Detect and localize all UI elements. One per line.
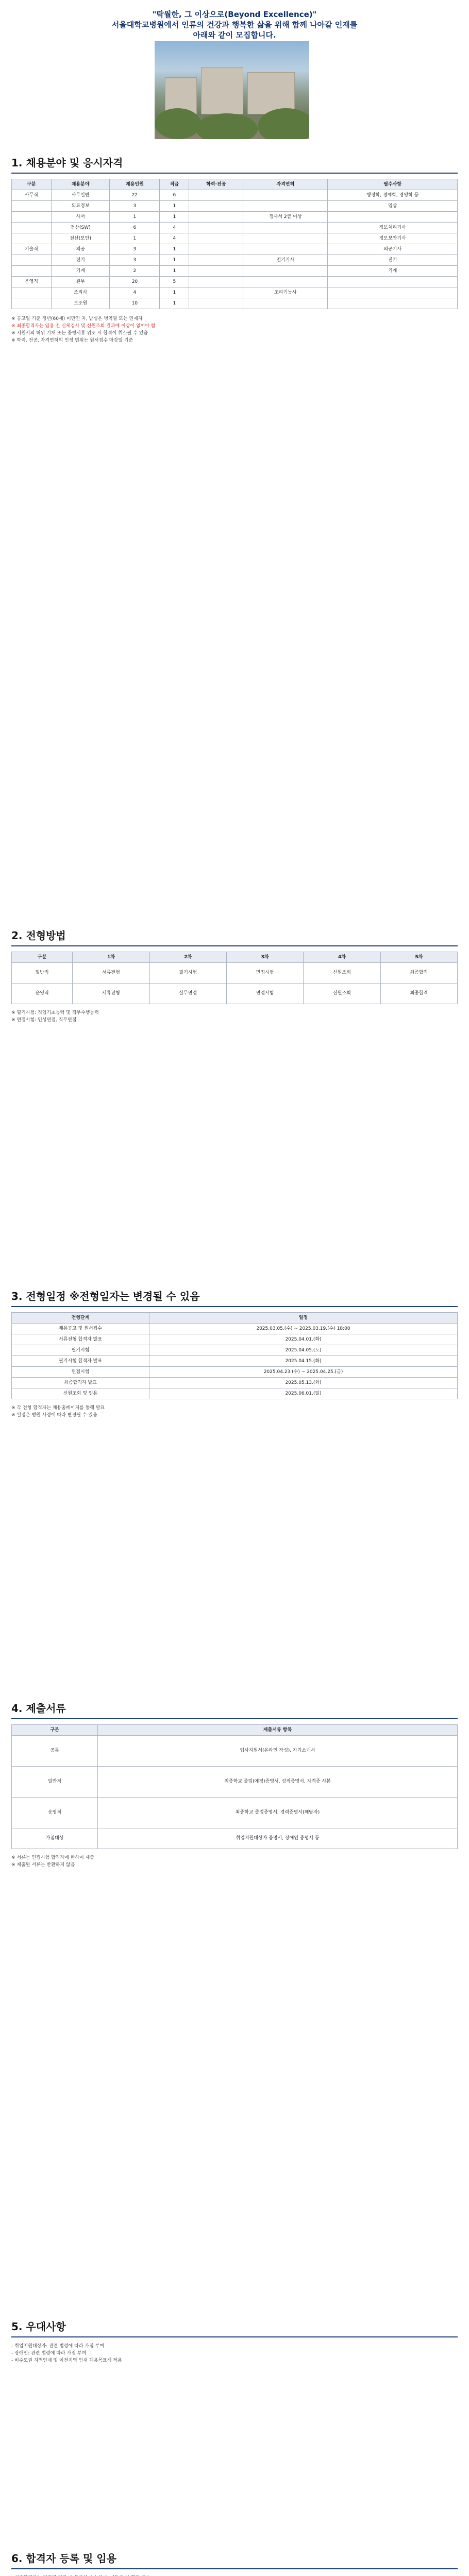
col-header: 채용인원: [110, 179, 160, 190]
table-row: 사무직 사무일반 22 6 행정학, 경제학, 경영학 등: [12, 190, 458, 201]
schedule-table: 전형단계 일정 채용공고 및 원서접수 2025.03.05.(수) ~ 2025.03.19.(수) 18:00 서류전형 합격자 발표 2025.04.01.(화) 필기시험 2025.04.05.(토) 필기시험 합격자 발표 2025.04.15.(화) 면접시험 2025.04.23.(수) ~ 2025.04.25.(금) 최종합격자 발표 2025.05.13.(화) 신원조회 및 임용 2025.06.01.(일): [11, 1312, 458, 1399]
section-title: 6. 합격자 등록 및 임용: [11, 2550, 458, 2569]
col-header: 채용분야: [51, 179, 109, 190]
section-schedule: 3. 전형일정 ※전형일자는 변경될 수 있음 전형단계 일정 채용공고 및 원서접수 2025.03.05.(수) ~ 2025.03.19.(수) 18:00 서류전형 합격자 발표 2025.04.01.(화) 필기시험 2025.04.05.(토) 필기시험 합격자 발표 2025.04.15.(화) 면접시험 2025.04.23.(수) ~ 2025.04.25.(금) 최종합격자 발표 2025.05.13.(화) 신원조회 및 임용 2025.06.01.(일) ※ 각 전형 합격자는 채용홈페이지를 통해 발표 ※ 일정은 병원 사정에 따라 변경될 수 있음: [11, 1288, 458, 1419]
table-row: 의료정보 3 1 임상: [12, 201, 458, 212]
table-row: 최종합격자 발표 2025.05.13.(화): [12, 1378, 458, 1388]
section-documents: 4. 제출서류 구분 제출서류 항목 공통 입사지원서(온라인 작성), 자기소개서 일반직 최종학교 졸업(예정)증명서, 성적증명서, 자격증 사본 운영직 최종학교 졸업증명서, 경력증명서(해당자) 가점대상 취업지원대상자 증명서, 장애인 증명서 등 ※ 서류는 면접시험 합격자에 한하여 제출 ※ 제출된 서류는 반환하지 않음: [11, 1700, 458, 1869]
table-row: 일반직 서류전형 필기시험 면접시험 신원조회 최종합격: [12, 963, 458, 984]
section-title: 1. 채용분야 및 응시자격: [11, 155, 458, 174]
section-positions: [11, 155, 458, 344]
table-row: 공통 입사지원서(온라인 작성), 자기소개서: [12, 1736, 458, 1767]
table-row: 운영직 최종학교 졸업증명서, 경력증명서(해당자): [12, 1798, 458, 1828]
table-row: 면접시험 2025.04.23.(수) ~ 2025.04.25.(금): [12, 1367, 458, 1378]
section-process: 2. 전형방법 구분 1차 2차 3차 4차 5차 일반직 서류전형 필기시험 면접시험 신원조회 최종합격 운영직 서류전형 실무면접 면접시험 신원조회 최종합격 ※ 필기시험: 직업기초능력 및 직무수행능력 ※ 면접시험: 인성면접, 직무면접: [11, 927, 458, 1024]
col-header: 필수사항: [328, 179, 458, 190]
notes: ※ 공고일 기준 정년(60세) 미만인 자, 남성은 병역필 또는 면제자 ※ 최종합격자는 임용 전 신체검사 및 신원조회 결과에 이상이 없어야 함 ※ 지원서의 허위 기재 또는 증빙서류 위조 시 합격이 취소될 수 있음 ※ 학력, 전공, 자격면허의 인정 범위는 원서접수 마감일 기준: [11, 316, 156, 343]
table-row: 필기시험 합격자 발표 2025.04.15.(화): [12, 1356, 458, 1367]
col-header: 자격면허: [243, 179, 328, 190]
table-row: 신원조회 및 임용 2025.06.01.(일): [12, 1388, 458, 1399]
section-title: 2. 전형방법: [11, 927, 458, 946]
intro-line-2: 서울대학교병원에서 인류의 건강과 행복한 삶을 위해 함께 나아갈 인재를: [111, 20, 358, 29]
table-row: 전기 3 1 전기기사 전기: [12, 255, 458, 266]
table-row: 운영직 서류전형 실무면접 면접시험 신원조회 최종합격: [12, 984, 458, 1004]
col-header: 구분: [12, 179, 52, 190]
section-preferences: 5. 우대사항 - 취업지원대상자: 관련 법령에 따라 가점 부여 - 장애인: 관련 법령에 따라 가점 부여 - 비수도권 지역인재 및 이전지역 인재 채용목표제 적용: [11, 2318, 458, 2364]
table-row: 사서 1 1 정사서 2급 이상: [12, 212, 458, 223]
col-header: 학력·전공: [189, 179, 243, 190]
section-title: 4. 제출서류: [11, 1700, 458, 1719]
col-header: 직급: [160, 179, 189, 190]
table-row: 기계 2 1 기계: [12, 266, 458, 277]
documents-table: 구분 제출서류 항목 공통 입사지원서(온라인 작성), 자기소개서 일반직 최종학교 졸업(예정)증명서, 성적증명서, 자격증 사본 운영직 최종학교 졸업증명서, 경력증명서(해당자) 가점대상 취업지원대상자 증명서, 장애인 증명서 등: [11, 1724, 458, 1849]
intro-line-3: 아래와 같이 모집합니다.: [193, 30, 276, 40]
campus-photo: [155, 41, 309, 139]
table-row: 채용공고 및 원서접수 2025.03.05.(수) ~ 2025.03.19.(수) 18:00: [12, 1324, 458, 1334]
table-row: 전산(SW) 6 4 정보처리기사: [12, 223, 458, 233]
section-registration: [11, 2550, 458, 2576]
table-row: 일반직 최종학교 졸업(예정)증명서, 성적증명서, 자격증 사본: [12, 1767, 458, 1798]
table-row: 필기시험 2025.04.05.(토): [12, 1345, 458, 1356]
slogan: "탁월한, 그 이상으로(Beyond Excellence)": [152, 10, 317, 19]
table-row: 전산(보안) 1 4 정보보안기사: [12, 233, 458, 244]
positions-table: [11, 179, 458, 309]
section-title: 3. 전형일정 ※전형일자는 변경될 수 있음: [11, 1288, 458, 1307]
table-row: 운영직 원무 20 5: [12, 277, 458, 287]
process-table: 구분 1차 2차 3차 4차 5차 일반직 서류전형 필기시험 면접시험 신원조회 최종합격 운영직 서류전형 실무면접 면접시험 신원조회 최종합격: [11, 952, 458, 1004]
section-title: 5. 우대사항: [11, 2318, 458, 2337]
table-row: 기술직 의공 3 1 의공기사: [12, 244, 458, 255]
table-row: 가점대상 취업지원대상자 증명서, 장애인 증명서 등: [12, 1828, 458, 1849]
table-row: 서류전형 합격자 발표 2025.04.01.(화): [12, 1334, 458, 1345]
table-row: 조리사 4 1 조리기능사: [12, 287, 458, 298]
table-row: 보조원 10 1: [12, 298, 458, 309]
